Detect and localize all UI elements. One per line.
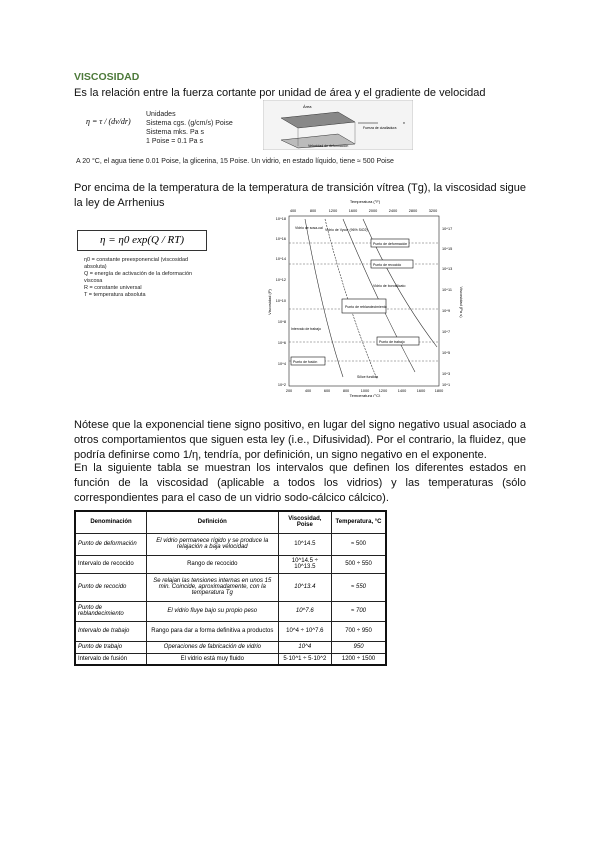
cell-temperature: ≈ 550 (332, 573, 386, 601)
units-line-2: Sistema mks. Pa s (146, 129, 204, 136)
units-line-1: Sistema cgs. (g/cm/s) Poise (146, 120, 233, 127)
right-axis-title: Viscosidad (Pa s) (459, 286, 464, 318)
cell-name: Punto de recocido (75, 573, 147, 601)
top-tick: 1600 (348, 209, 358, 213)
cell-temperature: ≈ 700 (332, 601, 386, 621)
cell-temperature: 500 ÷ 550 (332, 555, 386, 573)
table-row (75, 601, 386, 621)
right-tick: 10^5 (442, 351, 451, 355)
label-soda: Vidrio de sosa-cal (295, 226, 323, 230)
bottom-tick: 200 (285, 389, 293, 393)
table-row (75, 621, 386, 641)
cell-viscosity: 10^14.5 ÷ 10^13.5 (278, 555, 332, 573)
note-paragraph: Nótese que la exponencial tiene signo positivo, en lugar del signo negativo usual asociado a otros comportamientos que siguen esta ley (i.e., Difusividad). Por el contrario, la fluidez, que podría definirse como 1/η, tendría, por definición, un signo negativo en el exponente. (74, 419, 526, 461)
bottom-axis-title: Temperatura (°C) (349, 393, 381, 397)
right-tick: 10^3 (442, 372, 451, 376)
cell-viscosity: 10^4 ÷ 10^7.6 (278, 621, 332, 641)
bottom-tick: 1400 (397, 389, 407, 393)
velocity-label: Velocidad de deformación (308, 144, 349, 148)
top-tick: 1200 (328, 209, 338, 213)
top-tick: 3200 (428, 209, 438, 213)
label-vycor: Vidrio de Vycor (96% SiO2) (325, 228, 368, 232)
top-tick: 2400 (388, 209, 398, 213)
bottom-tick: 1000 (360, 389, 370, 393)
viscosity-table (74, 510, 387, 666)
table-intro: En la siguiente tabla se muestran los intervalos que definen los diferentes estados en función de la viscosidad (aplicable a todos los vidrios) y las temperaturas (sólo correspondientes para el caso de un vidrio sodo-cálcico cálcico). (74, 462, 526, 504)
cell-name: Intervalo de recocido (75, 555, 147, 573)
left-axis-title: Viscosidad (P) (267, 289, 272, 315)
top-tick: 800 (309, 209, 317, 213)
right-tick: 10^17 (442, 227, 453, 231)
top-axis-title: Temperatura (°F) (349, 199, 381, 204)
shear-diagram (263, 100, 413, 150)
cell-definition: El vidrio está muy fluido (147, 653, 279, 665)
left-tick: 10^2 (277, 383, 286, 387)
bottom-tick: 1600 (416, 389, 426, 393)
bottom-tick: 600 (323, 389, 331, 393)
right-tick: 10^15 (442, 247, 453, 251)
cell-name: Intervalo de fusión (75, 653, 147, 665)
eta-formula: η = τ / (dv/dr) (86, 117, 131, 126)
header-viscosidad: Viscosidad, Poise (278, 511, 332, 533)
example-text: A 20 °C, el agua tiene 0.01 Poise, la glicerina, 15 Poise. Un vidrio, en estado líquido, tiene ≈ 500 Poise (76, 158, 394, 165)
force-label: Fuerza de cizalladura (363, 126, 397, 130)
area-label: Área (303, 104, 312, 109)
cell-definition: Rango de recocido (147, 555, 279, 573)
label-melting: Punto de fusión (293, 360, 318, 364)
legend-item: η0 = constante preexponencial (viscosidad absoluta) (84, 257, 189, 270)
right-tick: 10^1 (442, 383, 451, 387)
header-denominacion: Denominación (75, 511, 147, 533)
table-row (75, 533, 386, 555)
right-tick: 10^11 (442, 288, 452, 292)
label-borosil: Vidrio de borosilicato (373, 284, 406, 288)
cell-name: Punto de deformación (75, 533, 147, 555)
right-tick: 10^9 (442, 309, 451, 313)
v-label: v (403, 120, 405, 125)
intro-text: Es la relación entre la fuerza cortante por unidad de área y el gradiente de velocidad (74, 87, 486, 99)
header-definicion: Definición (147, 511, 279, 533)
bottom-tick: 1200 (378, 389, 388, 393)
cell-definition: Rango para dar a forma definitiva a productos (147, 621, 279, 641)
cell-viscosity: 10^4 (278, 641, 332, 653)
cell-definition: Operaciones de fabricación de vidrio (147, 641, 279, 653)
bottom-tick: 400 (304, 389, 312, 393)
left-tick: 10^14 (275, 257, 286, 261)
units-title: Unidades (146, 111, 176, 118)
left-tick: 10^10 (275, 299, 286, 303)
left-tick: 10^8 (277, 320, 286, 324)
cell-viscosity: 10^7.6 (278, 601, 332, 621)
cell-name: Punto de reblandecimiento (75, 601, 147, 621)
label-working: Punto de trabajo (379, 340, 405, 344)
cell-temperature: ≈ 500 (332, 533, 386, 555)
label-working-range: Intervalo de trabajo (291, 327, 321, 331)
legend-item: T = temperatura absoluta (84, 292, 146, 298)
arrhenius-formula: η = η0 exp(Q / RT) (77, 230, 207, 251)
cell-definition: El vidrio permanece rígido y se produce la relajación a baja velocidad (147, 533, 279, 555)
top-tick: 2800 (408, 209, 418, 213)
cell-viscosity: 10^14.5 (278, 533, 332, 555)
table-row (75, 641, 386, 653)
right-tick: 10^13 (442, 267, 453, 271)
left-tick: 10^6 (277, 341, 286, 345)
top-tick: 2000 (368, 209, 378, 213)
cell-viscosity: 10^13.4 (278, 573, 332, 601)
bottom-tick: 1800 (434, 389, 444, 393)
cell-definition: El vidrio fluye bajo su propio peso (147, 601, 279, 621)
cell-name: Intervalo de trabajo (75, 621, 147, 641)
section-heading: VISCOSIDAD (74, 71, 140, 83)
table-row (75, 573, 386, 601)
label-annealing: Punto de recocido (373, 263, 402, 267)
label-softening: Punto de reblandecimiento (345, 305, 387, 309)
left-tick: 10^4 (277, 362, 286, 366)
label-silica: Sílice fundida (357, 375, 379, 379)
bottom-tick: 800 (342, 389, 350, 393)
legend-item: Q = energía de activación de la deformación viscosa (84, 271, 193, 284)
cell-temperature: 700 ÷ 950 (332, 621, 386, 641)
header-temperatura: Temperatura, °C (332, 511, 386, 533)
right-tick: 10^7 (442, 330, 451, 334)
arrhenius-text: Por encima de la temperatura de la temperatura de transición vítrea (Tg), la viscosidad sigue la ley de Arrhenius (74, 182, 526, 209)
top-tick: 400 (289, 209, 297, 213)
cell-definition: Se relajan las tensiones internas en unos 15 min. Coincide, aproximadamente, con la temperatura Tg (147, 573, 279, 601)
viscosity-temperature-graph (265, 197, 465, 397)
cell-temperature: 1200 ÷ 1500 (332, 653, 386, 665)
left-tick: 10^12 (275, 278, 286, 282)
units-block (146, 110, 261, 146)
legend-item: R = constante universal (84, 285, 142, 291)
formula-legend (84, 257, 199, 299)
left-tick: 10^18 (275, 217, 286, 221)
table-row (75, 653, 386, 665)
label-deformation: Punto de deformación (373, 242, 408, 246)
cell-viscosity: 5·10^1 ÷ 5·10^2 (278, 653, 332, 665)
cell-temperature: 950 (332, 641, 386, 653)
table-row (75, 555, 386, 573)
units-line-3: 1 Poise = 0.1 Pa s (146, 138, 204, 145)
left-tick: 10^16 (275, 237, 286, 241)
cell-name: Punto de trabajo (75, 641, 147, 653)
